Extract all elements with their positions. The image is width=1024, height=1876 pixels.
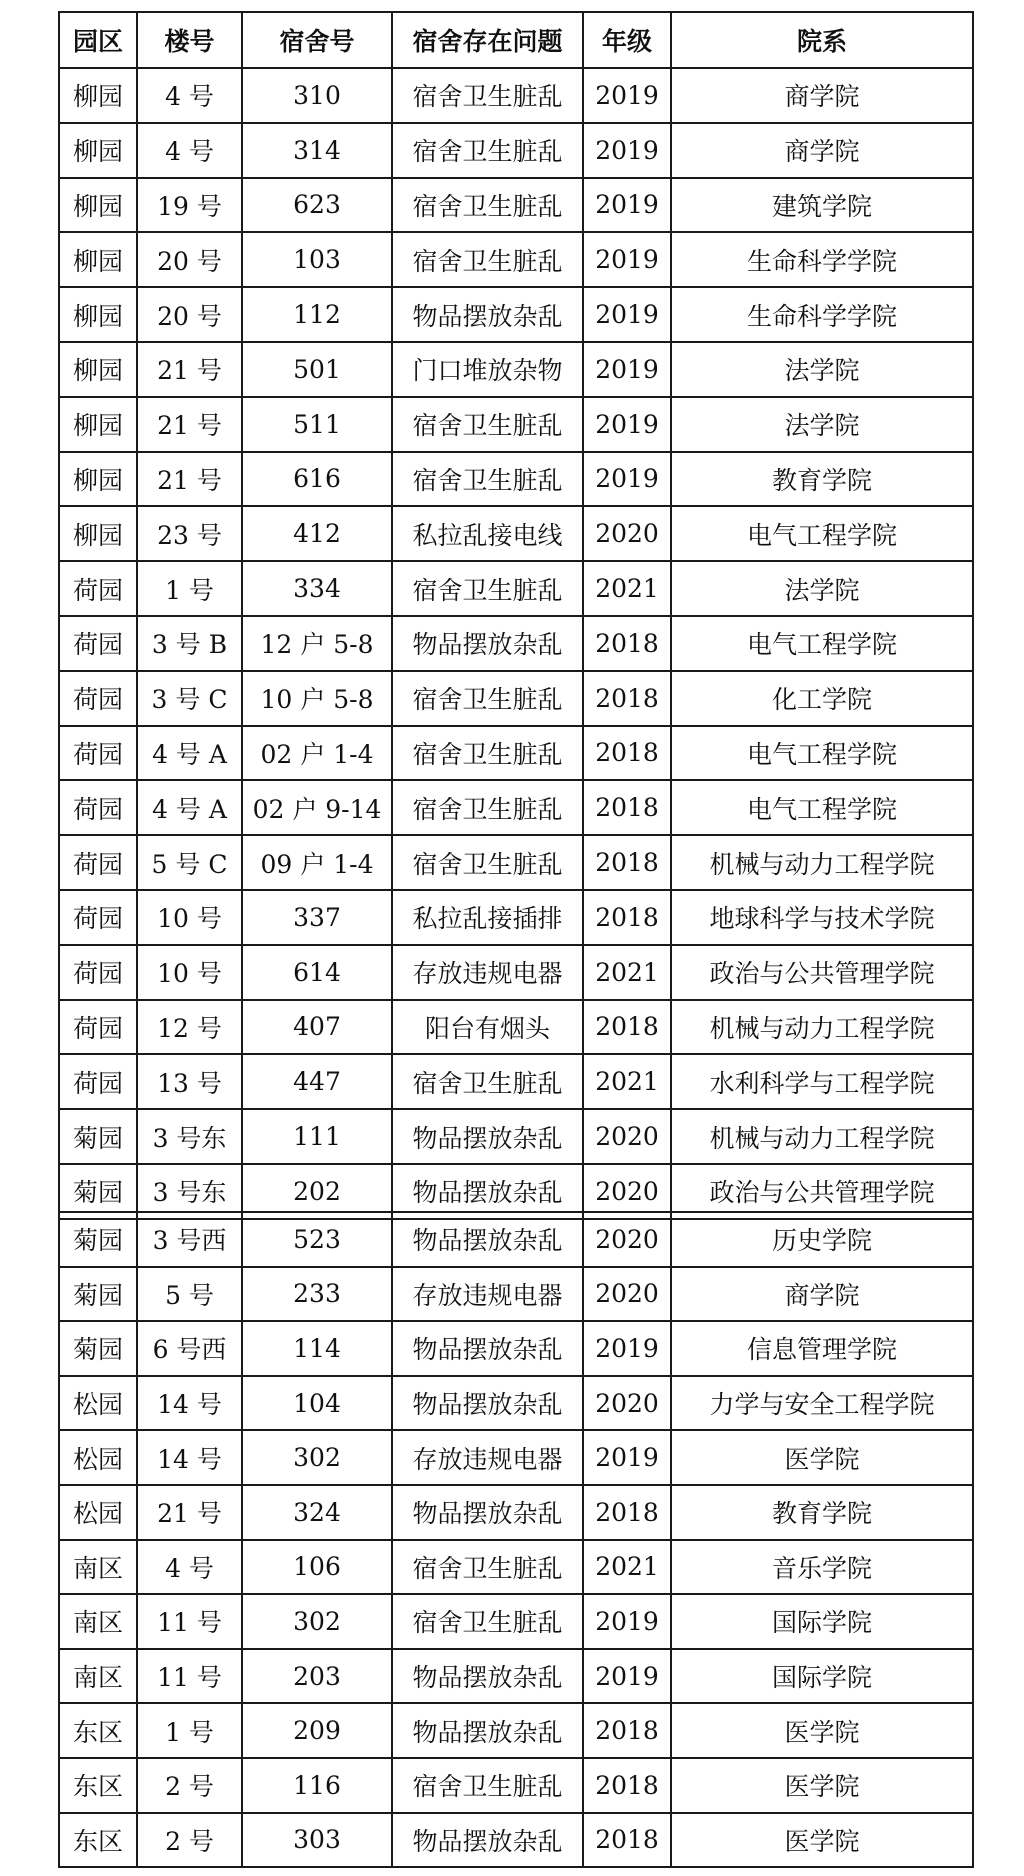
- cell-room: 511: [242, 397, 392, 452]
- cell-department: 法学院: [671, 561, 973, 616]
- cell-issue: 宿舍卫生脏乱: [392, 178, 583, 233]
- cell-park: 荷园: [59, 616, 137, 671]
- header-room: 宿舍号: [242, 12, 392, 68]
- cell-building: 1 号: [137, 1703, 242, 1758]
- cell-room: 310: [242, 68, 392, 123]
- cell-grade: 2021: [583, 945, 671, 1000]
- header-department: 院系: [671, 12, 973, 68]
- cell-room: 114: [242, 1321, 392, 1376]
- table-row: [59, 342, 973, 397]
- cell-department: 商学院: [671, 123, 973, 178]
- cell-grade: 2019: [583, 232, 671, 287]
- table-row: [59, 1321, 973, 1376]
- table-row: [59, 1649, 973, 1704]
- cell-building: 14 号: [137, 1430, 242, 1485]
- table-row: [59, 1703, 973, 1758]
- cell-park: 荷园: [59, 890, 137, 945]
- cell-grade: 2019: [583, 178, 671, 233]
- table-body-page-2: [59, 1212, 973, 1867]
- cell-building: 2 号: [137, 1758, 242, 1813]
- cell-building: 11 号: [137, 1594, 242, 1649]
- cell-department: 政治与公共管理学院: [671, 945, 973, 1000]
- cell-department: 医学院: [671, 1703, 973, 1758]
- cell-room: 501: [242, 342, 392, 397]
- dormitory-inspection-table-page-1: [58, 11, 974, 1220]
- cell-building: 5 号 C: [137, 835, 242, 890]
- cell-issue: 物品摆放杂乱: [392, 1109, 583, 1164]
- cell-grade: 2020: [583, 506, 671, 561]
- cell-department: 电气工程学院: [671, 616, 973, 671]
- cell-park: 柳园: [59, 123, 137, 178]
- cell-room: 209: [242, 1703, 392, 1758]
- cell-building: 4 号: [137, 1540, 242, 1595]
- cell-room: 203: [242, 1649, 392, 1704]
- cell-building: 3 号 B: [137, 616, 242, 671]
- cell-park: 柳园: [59, 287, 137, 342]
- cell-park: 荷园: [59, 780, 137, 835]
- cell-building: 21 号: [137, 397, 242, 452]
- cell-park: 荷园: [59, 945, 137, 1000]
- table-row: [59, 726, 973, 781]
- table-row: [59, 232, 973, 287]
- cell-room: 112: [242, 287, 392, 342]
- cell-grade: 2019: [583, 342, 671, 397]
- cell-room: 324: [242, 1485, 392, 1540]
- cell-park: 南区: [59, 1540, 137, 1595]
- cell-park: 柳园: [59, 452, 137, 507]
- table-row: [59, 1109, 973, 1164]
- cell-grade: 2020: [583, 1164, 671, 1219]
- cell-issue: 物品摆放杂乱: [392, 1649, 583, 1704]
- cell-department: 力学与安全工程学院: [671, 1376, 973, 1431]
- cell-department: 电气工程学院: [671, 506, 973, 561]
- cell-park: 柳园: [59, 178, 137, 233]
- cell-grade: 2020: [583, 1109, 671, 1164]
- cell-grade: 2018: [583, 780, 671, 835]
- table-row: [59, 945, 973, 1000]
- cell-department: 生命科学学院: [671, 232, 973, 287]
- cell-park: 荷园: [59, 726, 137, 781]
- cell-building: 10 号: [137, 945, 242, 1000]
- cell-issue: 物品摆放杂乱: [392, 1376, 583, 1431]
- cell-room: 302: [242, 1430, 392, 1485]
- cell-issue: 存放违规电器: [392, 945, 583, 1000]
- table-row: [59, 68, 973, 123]
- cell-issue: 物品摆放杂乱: [392, 1164, 583, 1219]
- table-row: [59, 1430, 973, 1485]
- cell-grade: 2019: [583, 1321, 671, 1376]
- cell-park: 南区: [59, 1649, 137, 1704]
- cell-issue: 宿舍卫生脏乱: [392, 68, 583, 123]
- cell-park: 东区: [59, 1703, 137, 1758]
- cell-building: 21 号: [137, 1485, 242, 1540]
- cell-grade: 2018: [583, 1703, 671, 1758]
- cell-grade: 2019: [583, 1594, 671, 1649]
- cell-park: 菊园: [59, 1321, 137, 1376]
- cell-department: 机械与动力工程学院: [671, 835, 973, 890]
- table-row: [59, 1594, 973, 1649]
- cell-room: 303: [242, 1813, 392, 1868]
- cell-issue: 物品摆放杂乱: [392, 616, 583, 671]
- cell-room: 02 户 1-4: [242, 726, 392, 781]
- cell-park: 荷园: [59, 1000, 137, 1055]
- header-park: 园区: [59, 12, 137, 68]
- cell-issue: 宿舍卫生脏乱: [392, 671, 583, 726]
- cell-issue: 物品摆放杂乱: [392, 287, 583, 342]
- cell-grade: 2018: [583, 1758, 671, 1813]
- table-row: [59, 835, 973, 890]
- cell-grade: 2021: [583, 561, 671, 616]
- cell-issue: 私拉乱接插排: [392, 890, 583, 945]
- cell-building: 4 号: [137, 68, 242, 123]
- table-row: [59, 671, 973, 726]
- cell-room: 412: [242, 506, 392, 561]
- cell-room: 02 户 9-14: [242, 780, 392, 835]
- cell-park: 柳园: [59, 342, 137, 397]
- cell-park: 菊园: [59, 1164, 137, 1219]
- table-row: [59, 452, 973, 507]
- table-row: [59, 178, 973, 233]
- cell-park: 菊园: [59, 1212, 137, 1267]
- cell-department: 医学院: [671, 1430, 973, 1485]
- header-grade: 年级: [583, 12, 671, 68]
- cell-department: 商学院: [671, 1267, 973, 1322]
- cell-issue: 阳台有烟头: [392, 1000, 583, 1055]
- cell-department: 机械与动力工程学院: [671, 1000, 973, 1055]
- cell-room: 616: [242, 452, 392, 507]
- cell-park: 柳园: [59, 506, 137, 561]
- header-building: 楼号: [137, 12, 242, 68]
- cell-park: 松园: [59, 1376, 137, 1431]
- cell-park: 南区: [59, 1594, 137, 1649]
- cell-grade: 2021: [583, 1540, 671, 1595]
- cell-room: 337: [242, 890, 392, 945]
- cell-department: 政治与公共管理学院: [671, 1164, 973, 1219]
- cell-issue: 物品摆放杂乱: [392, 1485, 583, 1540]
- cell-grade: 2018: [583, 890, 671, 945]
- cell-building: 23 号: [137, 506, 242, 561]
- cell-issue: 存放违规电器: [392, 1430, 583, 1485]
- cell-room: 111: [242, 1109, 392, 1164]
- cell-park: 柳园: [59, 397, 137, 452]
- cell-department: 国际学院: [671, 1594, 973, 1649]
- cell-room: 233: [242, 1267, 392, 1322]
- header-issue: 宿舍存在问题: [392, 12, 583, 68]
- cell-grade: 2018: [583, 1485, 671, 1540]
- table-row: [59, 1212, 973, 1267]
- cell-grade: 2019: [583, 452, 671, 507]
- cell-room: 334: [242, 561, 392, 616]
- cell-department: 教育学院: [671, 452, 973, 507]
- cell-park: 松园: [59, 1485, 137, 1540]
- table-body-page-1: [59, 68, 973, 1219]
- cell-issue: 宿舍卫生脏乱: [392, 726, 583, 781]
- table-row: [59, 397, 973, 452]
- cell-grade: 2018: [583, 616, 671, 671]
- cell-park: 东区: [59, 1758, 137, 1813]
- cell-building: 19 号: [137, 178, 242, 233]
- cell-grade: 2019: [583, 123, 671, 178]
- cell-room: 407: [242, 1000, 392, 1055]
- cell-issue: 物品摆放杂乱: [392, 1212, 583, 1267]
- cell-building: 4 号: [137, 123, 242, 178]
- dormitory-inspection-table-page-2: [58, 1211, 974, 1868]
- cell-building: 10 号: [137, 890, 242, 945]
- cell-park: 松园: [59, 1430, 137, 1485]
- cell-grade: 2020: [583, 1212, 671, 1267]
- cell-building: 20 号: [137, 287, 242, 342]
- cell-room: 447: [242, 1054, 392, 1109]
- table-row: [59, 1000, 973, 1055]
- cell-department: 法学院: [671, 397, 973, 452]
- cell-issue: 宿舍卫生脏乱: [392, 1758, 583, 1813]
- cell-issue: 物品摆放杂乱: [392, 1703, 583, 1758]
- cell-department: 国际学院: [671, 1649, 973, 1704]
- cell-room: 104: [242, 1376, 392, 1431]
- cell-park: 菊园: [59, 1109, 137, 1164]
- cell-grade: 2018: [583, 1813, 671, 1868]
- table-row: [59, 1054, 973, 1109]
- cell-grade: 2018: [583, 671, 671, 726]
- table-row: [59, 123, 973, 178]
- cell-issue: 宿舍卫生脏乱: [392, 835, 583, 890]
- cell-building: 11 号: [137, 1649, 242, 1704]
- cell-building: 3 号东: [137, 1109, 242, 1164]
- cell-grade: 2019: [583, 397, 671, 452]
- cell-grade: 2018: [583, 726, 671, 781]
- cell-department: 信息管理学院: [671, 1321, 973, 1376]
- table-row: [59, 1267, 973, 1322]
- cell-building: 14 号: [137, 1376, 242, 1431]
- cell-room: 12 户 5-8: [242, 616, 392, 671]
- table-row: [59, 780, 973, 835]
- cell-building: 12 号: [137, 1000, 242, 1055]
- cell-department: 水利科学与工程学院: [671, 1054, 973, 1109]
- cell-issue: 宿舍卫生脏乱: [392, 397, 583, 452]
- table-row: [59, 616, 973, 671]
- cell-department: 音乐学院: [671, 1540, 973, 1595]
- cell-grade: 2019: [583, 68, 671, 123]
- table-row: [59, 561, 973, 616]
- cell-issue: 宿舍卫生脏乱: [392, 561, 583, 616]
- cell-building: 2 号: [137, 1813, 242, 1868]
- cell-room: 09 户 1-4: [242, 835, 392, 890]
- cell-department: 机械与动力工程学院: [671, 1109, 973, 1164]
- cell-building: 3 号西: [137, 1212, 242, 1267]
- cell-department: 化工学院: [671, 671, 973, 726]
- cell-room: 103: [242, 232, 392, 287]
- cell-grade: 2019: [583, 287, 671, 342]
- cell-park: 荷园: [59, 1054, 137, 1109]
- cell-building: 4 号 A: [137, 780, 242, 835]
- cell-building: 13 号: [137, 1054, 242, 1109]
- cell-issue: 宿舍卫生脏乱: [392, 1054, 583, 1109]
- cell-issue: 存放违规电器: [392, 1267, 583, 1322]
- cell-department: 教育学院: [671, 1485, 973, 1540]
- cell-issue: 私拉乱接电线: [392, 506, 583, 561]
- table-row: [59, 506, 973, 561]
- cell-issue: 宿舍卫生脏乱: [392, 780, 583, 835]
- cell-issue: 宿舍卫生脏乱: [392, 1594, 583, 1649]
- cell-building: 3 号 C: [137, 671, 242, 726]
- cell-department: 电气工程学院: [671, 726, 973, 781]
- cell-grade: 2019: [583, 1430, 671, 1485]
- table-row: [59, 1376, 973, 1431]
- cell-park: 荷园: [59, 671, 137, 726]
- cell-room: 116: [242, 1758, 392, 1813]
- cell-building: 21 号: [137, 342, 242, 397]
- cell-department: 商学院: [671, 68, 973, 123]
- cell-department: 法学院: [671, 342, 973, 397]
- cell-building: 3 号东: [137, 1164, 242, 1219]
- cell-department: 医学院: [671, 1813, 973, 1868]
- cell-room: 10 户 5-8: [242, 671, 392, 726]
- cell-room: 302: [242, 1594, 392, 1649]
- cell-department: 电气工程学院: [671, 780, 973, 835]
- cell-issue: 宿舍卫生脏乱: [392, 1540, 583, 1595]
- cell-building: 1 号: [137, 561, 242, 616]
- cell-issue: 物品摆放杂乱: [392, 1813, 583, 1868]
- cell-department: 地球科学与技术学院: [671, 890, 973, 945]
- cell-building: 21 号: [137, 452, 242, 507]
- cell-room: 523: [242, 1212, 392, 1267]
- cell-room: 614: [242, 945, 392, 1000]
- cell-issue: 物品摆放杂乱: [392, 1321, 583, 1376]
- cell-grade: 2019: [583, 1649, 671, 1704]
- table-row: [59, 1485, 973, 1540]
- cell-room: 202: [242, 1164, 392, 1219]
- cell-department: 建筑学院: [671, 178, 973, 233]
- cell-department: 医学院: [671, 1758, 973, 1813]
- cell-grade: 2020: [583, 1267, 671, 1322]
- cell-park: 柳园: [59, 68, 137, 123]
- cell-building: 4 号 A: [137, 726, 242, 781]
- cell-park: 荷园: [59, 835, 137, 890]
- cell-grade: 2018: [583, 1000, 671, 1055]
- table-header-row: [59, 12, 973, 68]
- table-row: [59, 890, 973, 945]
- cell-building: 20 号: [137, 232, 242, 287]
- table-row: [59, 1758, 973, 1813]
- cell-room: 314: [242, 123, 392, 178]
- cell-issue: 门口堆放杂物: [392, 342, 583, 397]
- table-row: [59, 1540, 973, 1595]
- cell-room: 106: [242, 1540, 392, 1595]
- cell-park: 菊园: [59, 1267, 137, 1322]
- table-row: [59, 1813, 973, 1868]
- cell-department: 历史学院: [671, 1212, 973, 1267]
- cell-room: 623: [242, 178, 392, 233]
- cell-grade: 2021: [583, 1054, 671, 1109]
- cell-issue: 宿舍卫生脏乱: [392, 452, 583, 507]
- cell-park: 东区: [59, 1813, 137, 1868]
- cell-issue: 宿舍卫生脏乱: [392, 232, 583, 287]
- cell-department: 生命科学学院: [671, 287, 973, 342]
- table-row: [59, 287, 973, 342]
- cell-grade: 2018: [583, 835, 671, 890]
- cell-building: 5 号: [137, 1267, 242, 1322]
- cell-building: 6 号西: [137, 1321, 242, 1376]
- cell-grade: 2020: [583, 1376, 671, 1431]
- cell-park: 荷园: [59, 561, 137, 616]
- cell-park: 柳园: [59, 232, 137, 287]
- cell-issue: 宿舍卫生脏乱: [392, 123, 583, 178]
